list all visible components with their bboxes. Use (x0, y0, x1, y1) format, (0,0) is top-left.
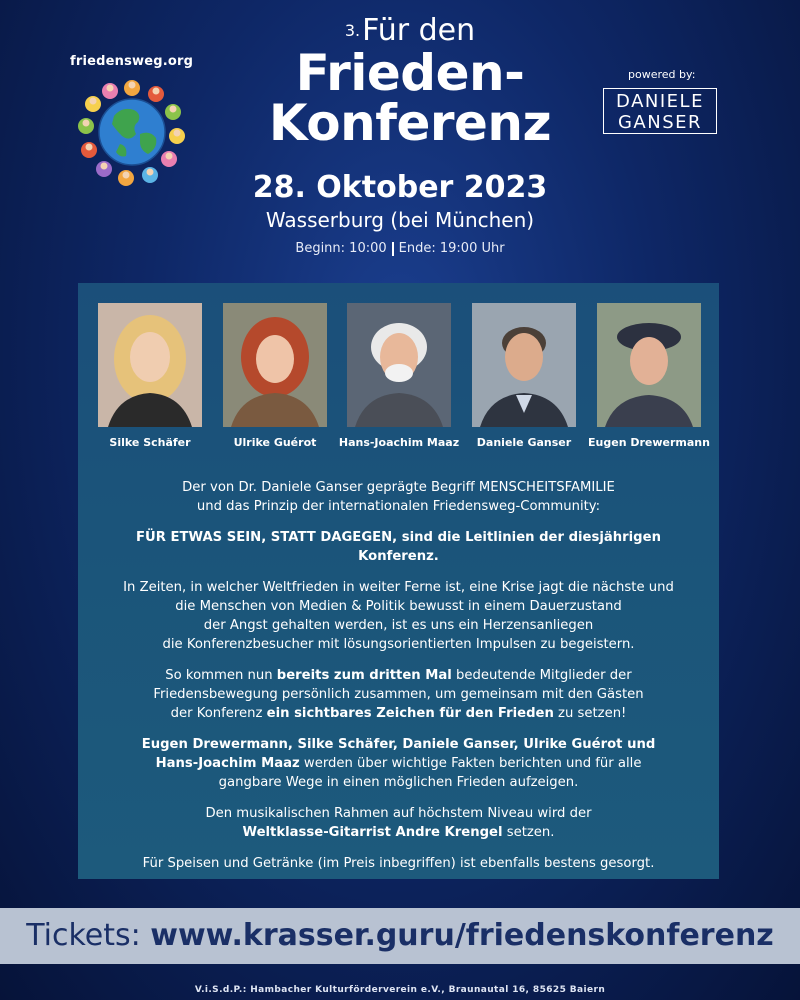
speaker-photo (597, 303, 701, 427)
motto-text: FÜR ETWAS SEIN, STATT DAGEGEN, sind die Leitlinien der diesjährigen Konferenz. (136, 530, 661, 564)
speaker-name: Eugen Drewermann (588, 436, 710, 449)
context-paragraph (96, 578, 701, 654)
catering-paragraph (96, 854, 701, 873)
tickets-bar (0, 908, 800, 964)
speaker-card (98, 303, 202, 449)
title-line1 (220, 14, 600, 48)
conference-title (220, 13, 600, 152)
text-line: Für Speisen und Getränke (im Preis inbegriffen) ist ebenfalls bestens gesorgt. (142, 856, 655, 871)
event-place: Wasserburg (bei München) (265, 208, 535, 232)
text-line: die Menschen von Medien & Politik bewusst in einem Dauerzustand (175, 599, 622, 614)
speaker-name: Daniele Ganser (476, 436, 572, 449)
text-line: und das Prinzip der internationalen Friedensweg-Community: (196, 499, 601, 514)
event-end: Ende: 19:00 Uhr (398, 241, 505, 256)
speaker-photo (98, 303, 202, 427)
daniele-ganser-logo (603, 88, 717, 134)
powered-by-label: powered by: (628, 68, 696, 81)
text-run-bold: Hans-Joachim Maaz (155, 756, 300, 771)
text-run: der Konferenz (170, 706, 267, 721)
brand-line2: GANSER (617, 112, 703, 133)
brand-line1: DANIELE (616, 91, 704, 112)
site-url[interactable]: friedensweg.org (70, 54, 194, 69)
title-line2: Frieden- (295, 44, 525, 102)
speakers-paragraph (96, 735, 701, 792)
speaker-card (338, 303, 460, 449)
text-line: gangbare Wege in einen möglichen Frieden aufzeigen. (218, 775, 579, 790)
speaker-name: Hans-Joachim Maaz (338, 436, 460, 449)
title-number: 3. (344, 21, 361, 40)
event-date: 28. Oktober 2023 (252, 170, 548, 205)
title-line3: Konferenz (268, 94, 552, 152)
speaker-name: Ulrike Guérot (233, 436, 317, 449)
speaker-photo (347, 303, 451, 427)
speaker-card (588, 303, 710, 449)
speaker-card (223, 303, 327, 449)
imprint: V.i.S.d.P.: Hambacher Kulturförderverein e.V., Braunautal 16, 85625 Baiern (194, 985, 606, 995)
text-run-bold: ein sichtbares Zeichen für den Frieden (266, 706, 554, 721)
text-line: der Angst gehalten werden, ist es uns ein Herzensanliegen (203, 618, 594, 633)
text-run: zu setzen! (553, 706, 627, 721)
text-run: bedeutende Mitglieder der (451, 668, 632, 683)
text-run: setzen. (502, 825, 555, 840)
motto-paragraph (96, 528, 701, 566)
speaker-photo (472, 303, 576, 427)
description (96, 478, 701, 885)
tickets-label: Tickets: (26, 918, 151, 953)
tickets-link[interactable]: www.krasser.guru/friedenskonferenz (150, 918, 774, 953)
speaker-photo (223, 303, 327, 427)
text-run-bold: Weltklasse-Gitarrist Andre Krengel (242, 825, 503, 840)
speaker-card (472, 303, 576, 449)
text-line: Der von Dr. Daniele Ganser geprägte Begriff MENSCHEITSFAMILIE (182, 480, 615, 495)
title-line1-text: Für den (362, 13, 476, 48)
event-times (0, 241, 800, 256)
text-run: werden über wichtige Fakten berichten und für alle (299, 756, 642, 771)
text-run-bold: Eugen Drewermann, Silke Schäfer, Daniele Ganser, Ulrike Guérot und (141, 737, 656, 752)
speaker-name: Silke Schäfer (109, 436, 191, 449)
divider (392, 242, 394, 256)
text-line: Den musikalischen Rahmen auf höchstem Niveau wird der (205, 806, 592, 821)
text-run-bold: bereits zum dritten Mal (276, 668, 452, 683)
music-paragraph (96, 804, 701, 842)
text-line: In Zeiten, in welcher Weltfrieden in weiter Ferne ist, eine Krise jagt die nächste und (123, 580, 674, 595)
gathering-paragraph (96, 666, 701, 723)
info-panel (78, 283, 719, 879)
text-run: So kommen nun (165, 668, 277, 683)
text-line: Friedensbewegung persönlich zusammen, um gemeinsam mit den Gästen (153, 687, 644, 702)
event-begin: Beginn: 10:00 (295, 241, 387, 256)
text-line: die Konferenzbesucher mit lösungsorientierten Impulsen zu begeistern. (162, 637, 635, 652)
intro-paragraph (96, 478, 701, 516)
